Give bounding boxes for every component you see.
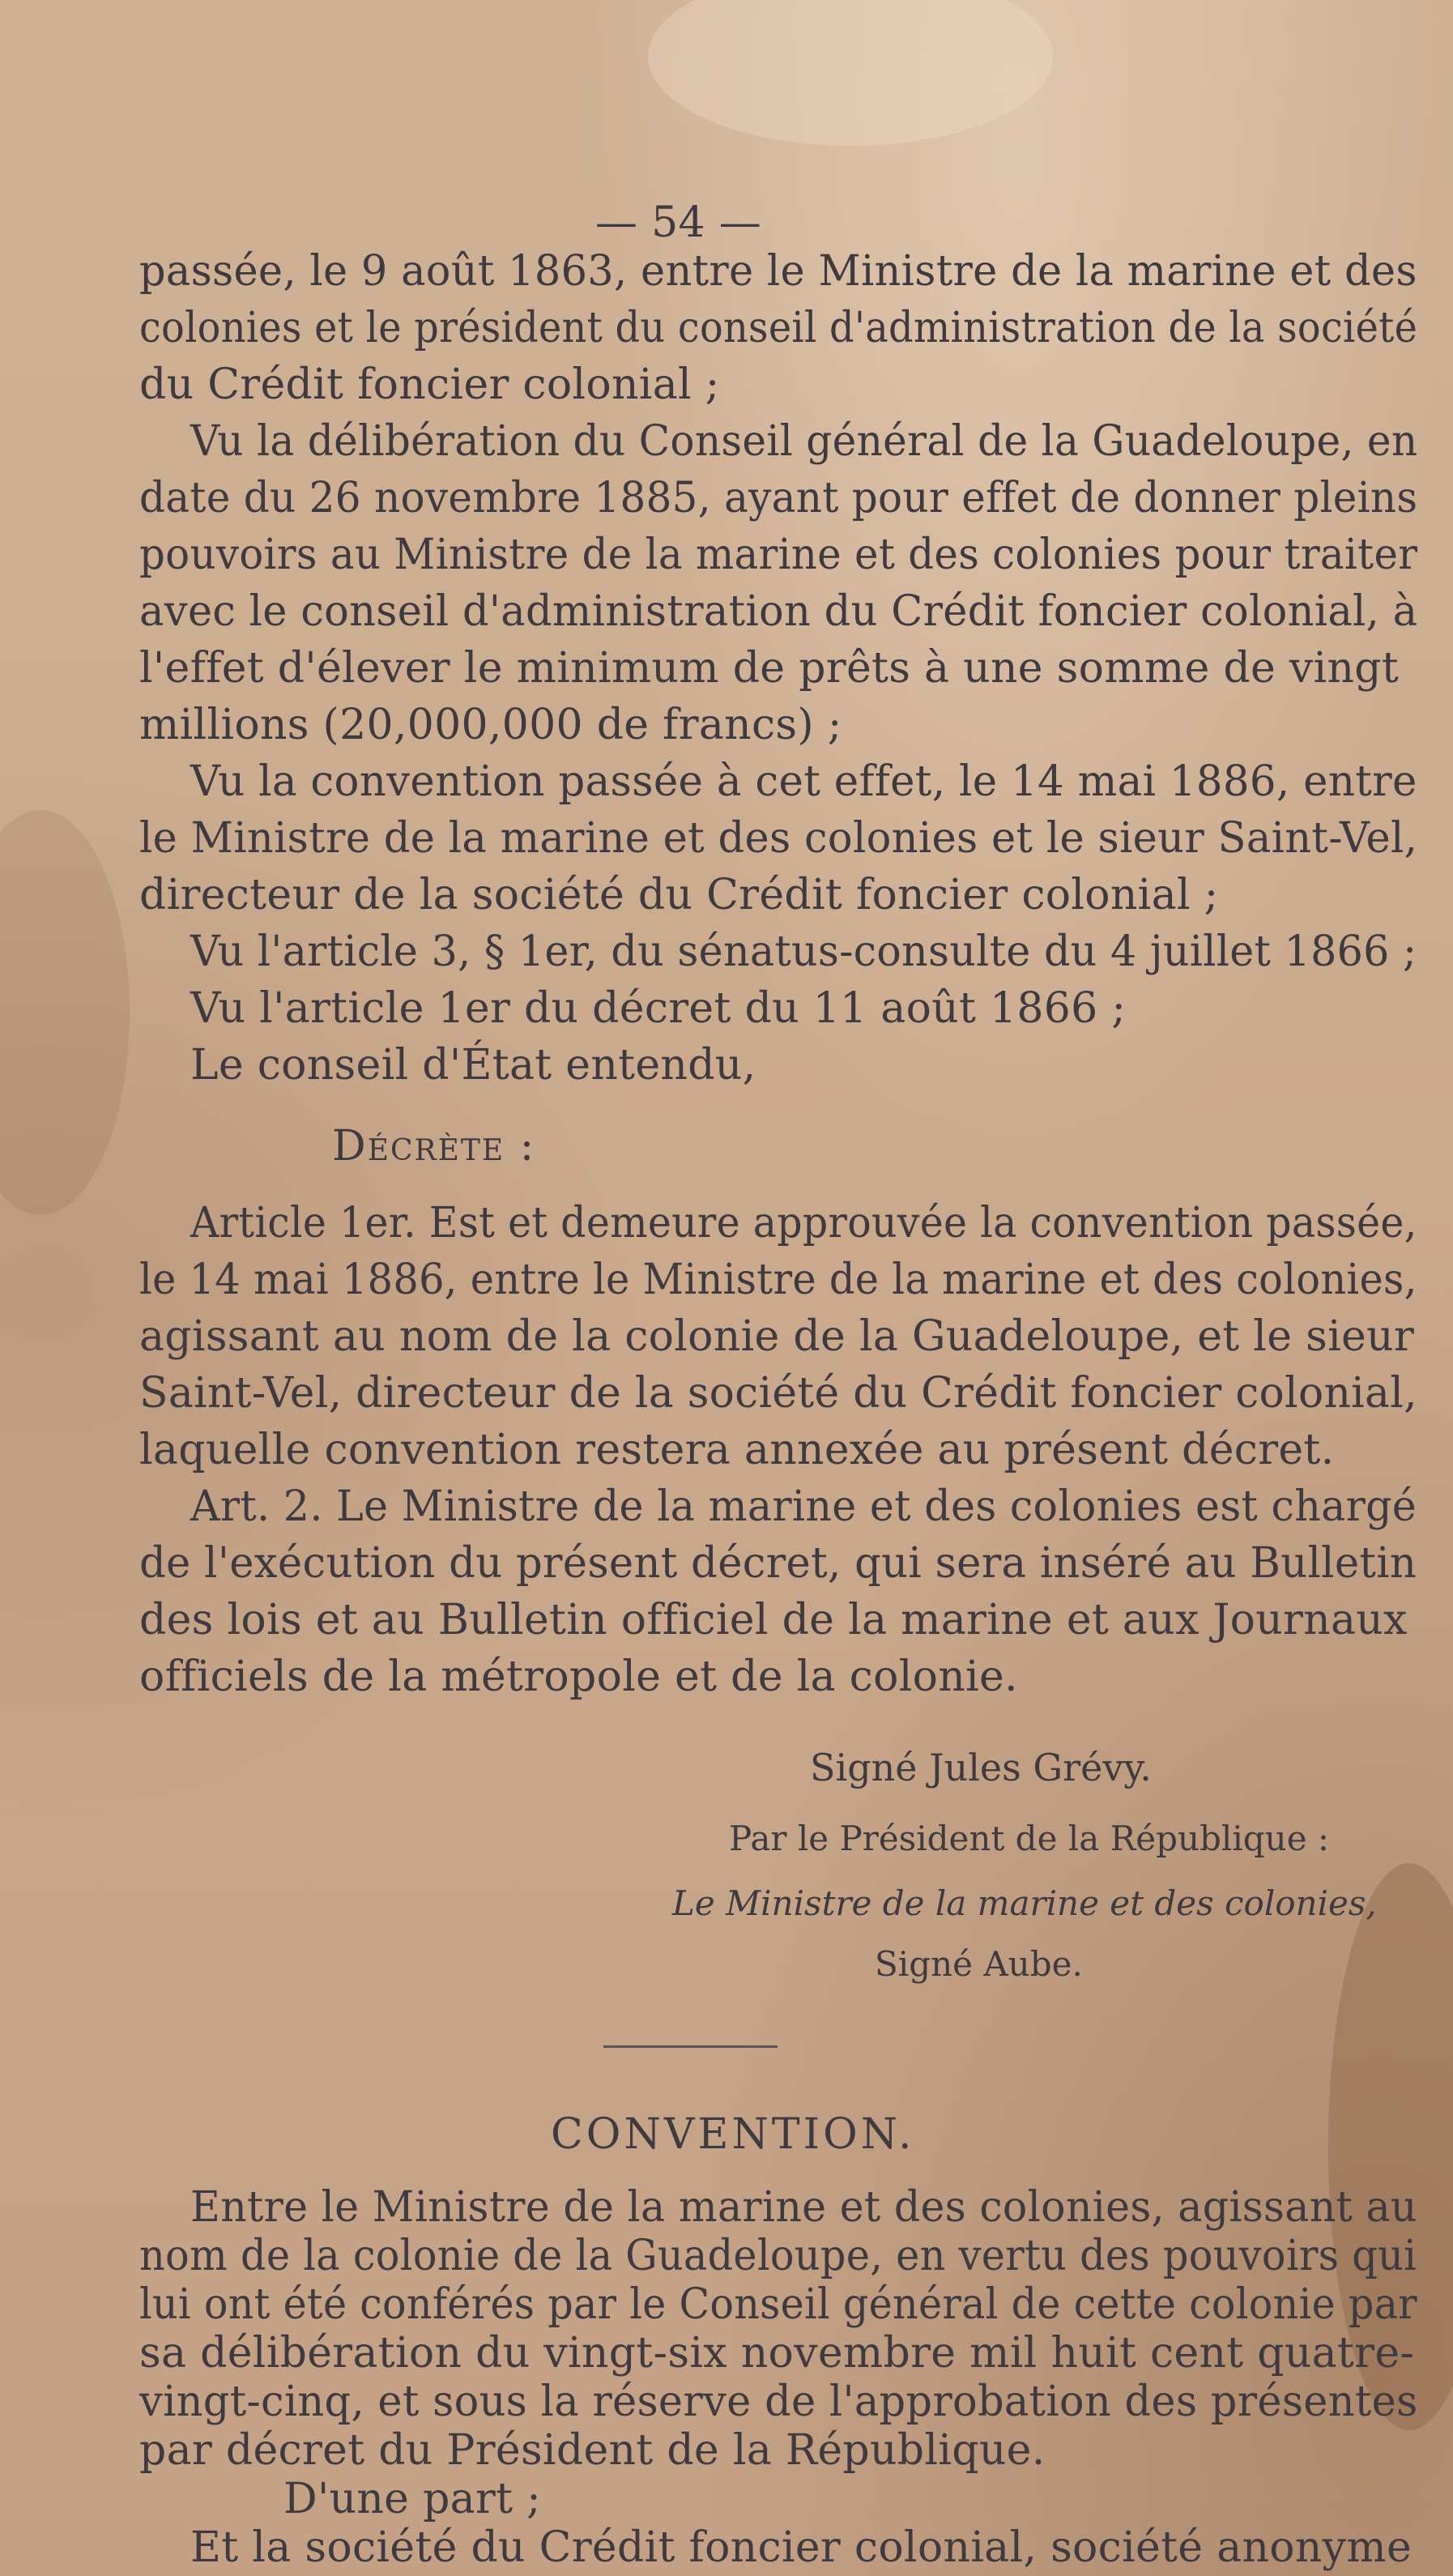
signature-par-le-president: Par le Président de la République :	[729, 1819, 1330, 1858]
text-line: par décret du Président de la République.	[139, 2426, 1046, 2475]
text-line: du Crédit foncier colonial ;	[139, 360, 720, 409]
text-line: de l'exécution du présent décret, qui sera inséré au Bulletin	[139, 1539, 1417, 1588]
text-line: pouvoirs au Ministre de la marine et des colonies pour traiter	[139, 531, 1418, 579]
section-divider	[603, 2045, 778, 2048]
text-line: nom de la colonie de la Guadeloupe, en vertu des pouvoirs qui	[139, 2232, 1417, 2280]
text-line: passée, le 9 août 1863, entre le Ministre de la marine et des	[139, 247, 1417, 296]
page-number: — 54 —	[595, 198, 762, 247]
text-line: Article 1er. Est et demeure approuvée la convention passée,	[190, 1199, 1417, 1247]
text-line: l'effet d'élever le minimum de prêts à une somme de vingt	[139, 644, 1400, 693]
paper-stain	[648, 0, 1053, 146]
text-line: date du 26 novembre 1885, ayant pour effet de donner pleins	[139, 474, 1418, 522]
signature-minister: Signé Aube.	[875, 1944, 1083, 1984]
text-line: Vu la convention passée à cet effet, le 14 mai 1886, entre	[190, 757, 1417, 806]
text-line: Vu l'article 3, § 1er, du sénatus-consulte du 4 juillet 1866 ;	[190, 928, 1417, 976]
convention-heading: CONVENTION.	[551, 2110, 915, 2159]
text-line: le Ministre de la marine et des colonies et le sieur Saint-Vel,	[139, 814, 1418, 863]
text-line: le 14 mai 1886, entre le Ministre de la marine et des colonies,	[139, 1256, 1417, 1304]
text-line: agissant au nom de la colonie de la Guadeloupe, et le sieur	[139, 1312, 1415, 1361]
text-line: millions (20,000,000 de francs) ;	[139, 701, 842, 749]
text-line: vingt-cinq, et sous la réserve de l'approbation des présentes	[139, 2378, 1418, 2426]
paper-stain	[0, 810, 130, 1215]
text-line: Art. 2. Le Ministre de la marine et des colonies est chargé	[190, 1482, 1417, 1531]
text-line: Saint-Vel, directeur de la société du Crédit foncier colonial,	[139, 1369, 1417, 1418]
text-line: officiels de la métropole et de la colonie.	[139, 1653, 1018, 1701]
text-line: D'une part ;	[283, 2475, 541, 2523]
text-line: Et la société du Crédit foncier colonial, société anonyme	[190, 2523, 1413, 2572]
text-line: des lois et au Bulletin officiel de la marine et aux Journaux	[139, 1596, 1408, 1644]
text-line: Vu l'article 1er du décret du 11 août 1866 ;	[190, 984, 1127, 1033]
signature-president: Signé Jules Grévy.	[810, 1746, 1152, 1789]
decrete-heading: Décrète :	[332, 1122, 536, 1171]
text-line: Vu la délibération du Conseil général de la Guadeloupe, en	[190, 417, 1418, 466]
text-line: lui ont été conférés par le Conseil général de cette colonie par	[139, 2280, 1417, 2329]
text-line: Entre le Ministre de la marine et des colonies, agissant au	[190, 2183, 1417, 2232]
text-line: colonies et le président du conseil d'administration de la société	[139, 304, 1418, 352]
text-line: avec le conseil d'administration du Crédit foncier colonial, à	[139, 587, 1418, 636]
text-line: sa délibération du vingt-six novembre mil huit cent quatre-	[139, 2329, 1415, 2378]
text-line: Le conseil d'État entendu,	[190, 1041, 756, 1090]
text-line: laquelle convention restera annexée au présent décret.	[139, 1426, 1335, 1474]
text-line: directeur de la société du Crédit foncier colonial ;	[139, 871, 1219, 919]
signature-ministre: Le Ministre de la marine et des colonies,	[672, 1883, 1377, 1923]
